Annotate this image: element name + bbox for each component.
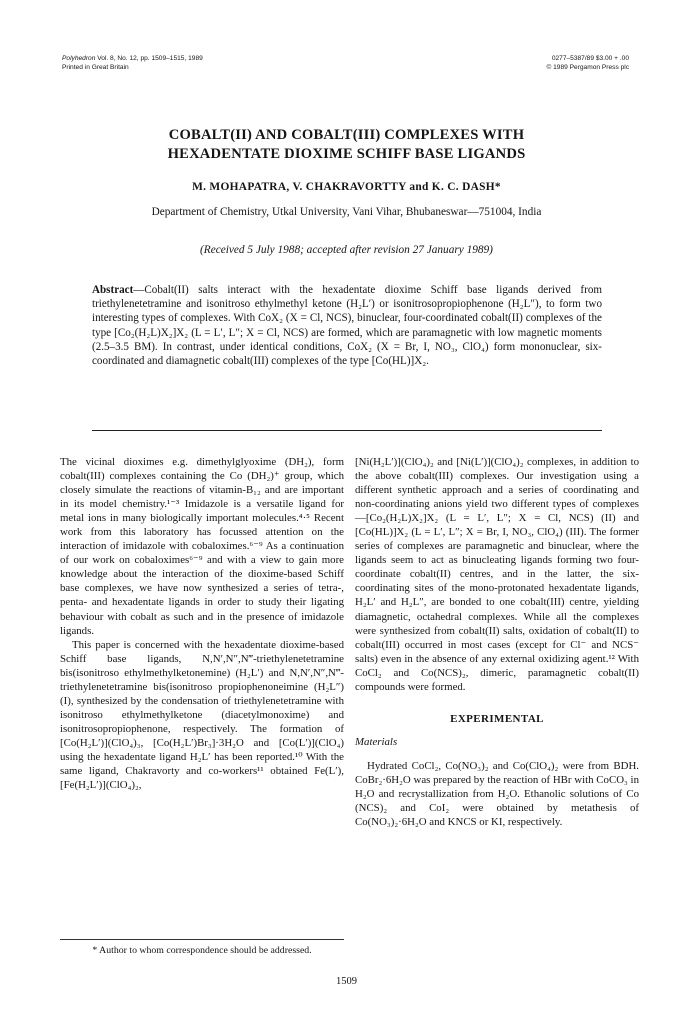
intro-paragraph-3: [Ni(H₂L′)](ClO₄)₂ and [Ni(L′)](ClO₄)₂ complexes, in addition to the above cobalt(III) complexes. Our investigation using a different synthetic approach and a series of coordinating and non-coordinating anions yield two different types of complexes—[Co₂(H₂L)X₂]X₂ (L = L′, L″; X = Cl, NCS) (II) and [Co(HL)]X₂ (L = L′, L″; X = Br, I, NO₃, ClO₄) (III). The former series of complexes are paramagnetic and binuclear, where the ligands seem to act as binucleating ligands forming two four-coordinate cobalt(II) centres, and in the latter, the six-coordinating sites of the mono-protonated hexadentate ligands, H₂L′ and H₂L″, are bonded to one cobalt(III) centre, yielding diamagnetic, octahedral complexes. While all the complexes were synthesized from cobalt(II) salts, oxidation of cobalt(II) to cobalt(III) occurred in most cases (except for Cl⁻ and NCS⁻ salts) even in the absence of any external oxidizing agent.¹² With CoCl₂ and Co(NCS)₂, dimeric, paramagnetic cobalt(II) compounds were formed.: [355, 456, 639, 693]
abstract-label: Abstract: [92, 284, 134, 296]
abstract-text: —Cobalt(II) salts interact with the hexadentate dioxime Schiff base ligands derived from triethylenetetramine and isonitroso ethylmethyl ketone (H₂L′) or isonitrosopropiophenone (H₂L″), to form two interesting types of complexes. With CoX₂ (X = Cl, NCS), binuclear, four-coordinated cobalt(II) complexes of the type [Co₂(H₂L)X₂]X₂ (L = L′, L″; X = Cl, NCS) are formed, which are paramagnetic with low magnetic moments (2.5–3.5 BM). In contrast, under identical conditions, CoX₂ (X = Br, I, NO₃, ClO₄) form mononuclear, six-coordinated and diamagnetic cobalt(III) complexes of the type [Co(HL)]X₂.: [92, 284, 602, 368]
journal-name: Polyhedron: [62, 55, 96, 62]
title-line-1: COBALT(II) AND COBALT(III) COMPLEXES WITH: [168, 127, 525, 143]
affiliation: Department of Chemistry, Utkal University, Vani Vihar, Bhubaneswar—751004, India: [151, 206, 542, 218]
author-list: M. MOHAPATRA, V. CHAKRAVORTTY and K. C. DASH*: [192, 181, 501, 193]
right-column: [355, 455, 639, 829]
abstract: [92, 283, 602, 368]
materials-paragraph: Hydrated CoCl₂, Co(NO₃)₂ and Co(ClO₄)₂ were from BDH. CoBr₂·6H₂O was prepared by the reaction of HBr with CoCO₃ in H₂O and recrystallization from H₂O. Ethanolic solutions of Co (NCS)₂ and CoI₂ were obtained by metathesis of Co(NO₃)₂·6H₂O and KNCS or KI, respectively.: [355, 759, 639, 829]
article-code: 0277–5387/89 $3.00 + .00: [551, 55, 629, 62]
intro-paragraph-1: The vicinal dioximes e.g. dimethylglyoxime (DH₂), form cobalt(III) complexes containing the Co (DH₂)⁺ group, which closely simulate the reactions of vitamin-B₁₂ and are important in its model chemistry.¹⁻³ Imidazole is a versatile ligand for metal ions in many biologically important molecules.⁴·⁵ Recent work from this laboratory has focussed attention on the interaction of imidazole with cobaloximes.⁶⁻⁹ As a continuation of our work on cobaloximes⁶⁻⁹ and with a view to gain more knowledge about the interaction of the dioxime-based Schiff base complexes, we have now synthesized a series of tetra-, penta- and hexadentate ligands in order to study their ligating behaviour with cobalt as such and in the presence of imidazole ligands.: [60, 456, 344, 637]
footnote: * Author to whom correspondence should be addressed.: [92, 945, 312, 956]
section-heading-experimental: EXPERIMENTAL: [450, 712, 544, 725]
volume-info: Vol. 8, No. 12, pp. 1509–1515, 1989: [95, 55, 203, 62]
article-title: [60, 126, 633, 164]
received-dates: [60, 244, 633, 256]
journal-header: [62, 55, 203, 72]
intro-paragraph-2: This paper is concerned with the hexadentate dioxime-based Schiff base ligands, N,N′,N″,N‴-triethylenetetramine bis(isonitroso ethylmethylketonemine) (H₂L′) and N,N′,N″,N‴-triethylenetetramine bis(isonitroso propiophenoneimine (H₂L″) (I), synthesized by the condensation of triethylenetetramine with isonitroso ethylmethylketone (diacetylmonoxime) and isonitrosopropiophenone, respectively. The formation of [Co(H₂L′)](ClO₄)₃, [Co(H₂L′)Br₃]·3H₂O and [Co(L′)](ClO₄) using the hexadentate ligand H₂L′ has been reported.¹⁰ With the same ligand, Chakravorty and co-workers¹¹ obtained Fe(L′), [Fe(H₂L′)](ClO₄)₂,: [60, 638, 344, 792]
title-line-2: HEXADENTATE DIOXIME SCHIFF BASE LIGANDS: [167, 146, 526, 162]
footnote-divider: [60, 939, 344, 940]
left-column: [60, 455, 344, 792]
publisher-header: [546, 55, 629, 72]
copyright-line: © 1989 Pergamon Press plc: [546, 63, 629, 71]
journal-citation: [62, 55, 203, 64]
page-number: 1509: [336, 976, 357, 987]
abstract-divider: [92, 430, 602, 431]
subsection-heading-materials: Materials: [355, 735, 398, 748]
received-text: (Received 5 July 1988; accepted after revision 27 January 1989): [200, 244, 493, 256]
printed-location: Printed in Great Britain: [62, 63, 129, 71]
